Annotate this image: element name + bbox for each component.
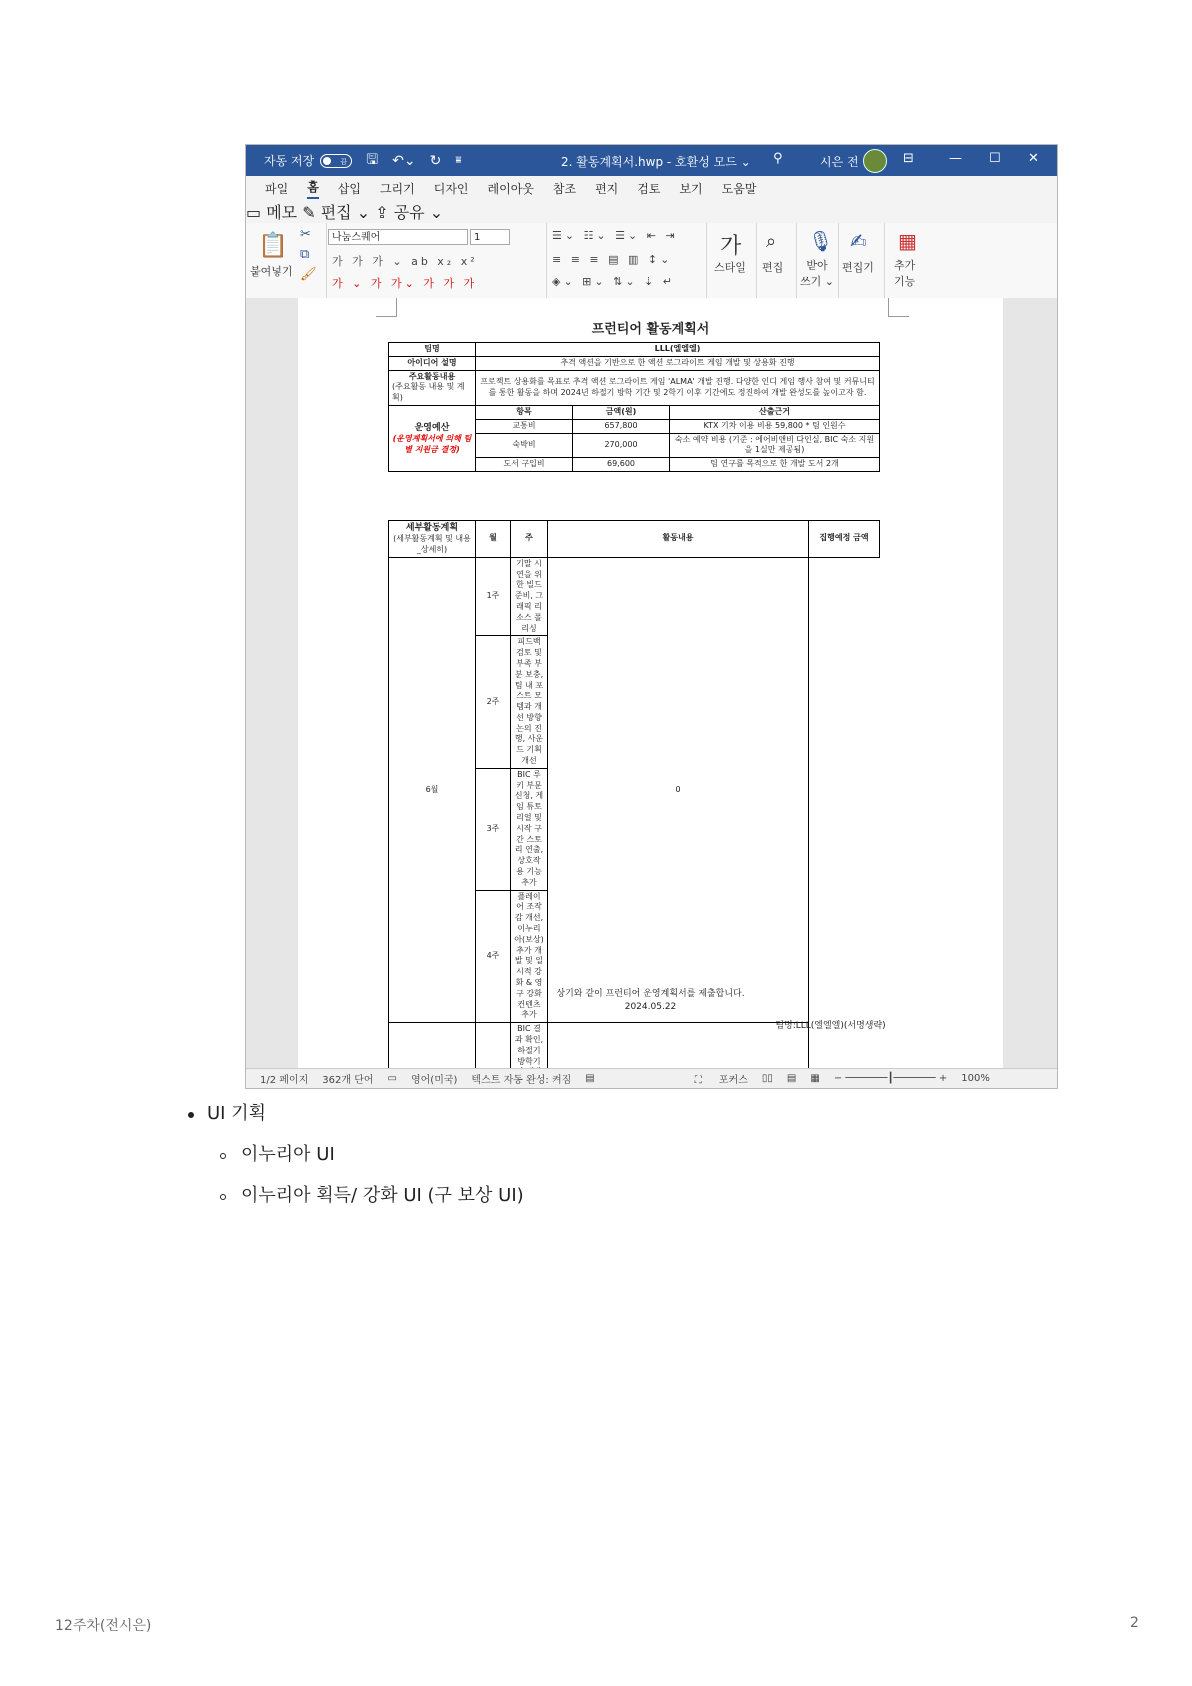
minimize-icon[interactable]: — (949, 151, 962, 166)
team-label: 팀명 (389, 343, 476, 357)
budget-basis: KTX 기차 이용 비용 59,800 * 팀 인원수 (670, 419, 880, 433)
sub-bullet-circle (220, 1194, 226, 1200)
read-mode-icon[interactable]: ▯▯ (761, 1073, 773, 1084)
search-icon[interactable]: ⚲ (773, 151, 783, 166)
shading-row[interactable]: ◈⌄ ⊞⌄ ⇅⌄ ⇣ ↵ (552, 275, 675, 288)
activity-cell: 플레이어 조작감 개선, 이누리아(보상) 추가 개발 및 일시적 강화 & 영구 강화 컨텐츠 추가 (511, 890, 548, 1023)
avatar[interactable] (863, 149, 887, 173)
menu-item[interactable]: 편지 (595, 181, 619, 196)
ribbon-display-icon[interactable]: ⊟ (903, 151, 914, 166)
autosave-toggle[interactable]: 끔 (320, 154, 352, 168)
font-name-select[interactable]: 나눔스퀘어 (328, 229, 468, 245)
autocomplete-status[interactable]: 텍스트 자동 완성: 켜짐 (471, 1075, 572, 1086)
find-icon[interactable]: ⌕ (766, 231, 777, 252)
budget-item: 숙박비 (476, 433, 573, 458)
maximize-icon[interactable]: ☐ (989, 151, 1001, 166)
detail-label: 세부활동계획 (405, 523, 459, 533)
month-cell (389, 1023, 476, 1069)
document-title[interactable]: 2. 활동계획서.hwp - 호환성 모드 ⌄ (561, 155, 751, 169)
word-window-screenshot (245, 144, 1058, 1089)
menu-item[interactable]: 검토 (637, 181, 661, 196)
budget-amount: 270,000 (573, 433, 670, 458)
paste-label[interactable]: 붙여넣기 (250, 265, 293, 278)
print-layout-icon[interactable]: ▤ (786, 1073, 797, 1084)
menu-item[interactable]: 레이아웃 (487, 181, 534, 196)
zoom-slider[interactable]: − ───────┃─────── + (833, 1073, 948, 1084)
addins-label[interactable]: 추가 기능 (894, 259, 916, 288)
main-value: 프로젝트 상용화를 목표로 추격 액션 로그라이트 게임 'ALMA' 개발 진행. 다양한 인디 게임 행사 참여 및 커뮤니티를 통한 활동을 하며 2024년 하절기 방학 기간 및 2학기 이후 기간에도 정진하여 개발 완성도를 높이고자 함. (476, 370, 880, 405)
user-name[interactable]: 시은 전 (820, 155, 859, 169)
budget-amount: 69,600 (573, 458, 670, 472)
autosave-label: 자동 저장 (264, 154, 315, 168)
closing-text: 상기와 같이 프런티어 운영계획서를 제출합니다. (556, 989, 745, 999)
budget-label-cell (389, 405, 476, 471)
proofing-icon[interactable]: ▭ (387, 1073, 397, 1084)
doc-sign: 팀명:LLL(엘엘엘)(서명생략) (775, 1021, 886, 1031)
budget-item: 도서 구입비 (476, 458, 573, 472)
bullet-ui-planning: UI 기획 (207, 1103, 266, 1124)
dictate-label[interactable]: 받아 쓰기 ⌄ (800, 259, 834, 288)
language[interactable]: 영어(미국) (410, 1075, 458, 1086)
main-label-cell (389, 370, 476, 405)
share-button[interactable]: ⇪ 공유 ⌄ (375, 203, 444, 222)
footer-left: 12주차(전시은) (55, 1618, 152, 1634)
save-icon[interactable]: 🖫 (366, 151, 379, 168)
menu-item[interactable]: 그리기 (379, 181, 415, 196)
detail-header: 집행예정 금액 (809, 521, 880, 558)
menu-item[interactable]: 참조 (552, 181, 577, 196)
menu-bar (246, 176, 1057, 200)
find-label[interactable]: 편집 (762, 261, 784, 274)
budget-note: (운영계획서에 의해 팀별 지원금 결정) (392, 433, 472, 454)
focus-button[interactable]: ⛶ 포커스 (694, 1075, 748, 1086)
document-area (246, 298, 1057, 1069)
team-value: LLL(엘엘엘) (476, 343, 880, 357)
edit-mode-button[interactable]: ✎ 편집 ⌄ (302, 203, 371, 222)
page-count[interactable]: 1/2 페이지 (260, 1075, 309, 1086)
accessibility-icon[interactable]: ▤ (585, 1073, 595, 1084)
budget-amount: 657,800 (573, 419, 670, 433)
detail-label-cell (389, 521, 476, 558)
month-cell: 6월 (389, 557, 476, 1022)
menu-item[interactable]: 도움말 (721, 181, 757, 196)
doc-date: 2024.05.22 (624, 1002, 677, 1012)
format-painter-icon[interactable]: 🖌 (300, 267, 317, 282)
idea-label: 아이디어 설명 (389, 356, 476, 370)
budget-header: 금액(원) (573, 405, 670, 419)
zoom-level[interactable]: 100% (961, 1073, 990, 1084)
week-cell: 4주 (476, 890, 511, 1023)
redo-icon[interactable]: ↻ (429, 152, 442, 169)
detail-header: 주 (511, 521, 548, 558)
detail-header: 활동내용 (548, 521, 809, 558)
amount-cell: 0 (548, 557, 809, 1022)
week-cell: 2주 (476, 636, 511, 769)
detail-header: 월 (476, 521, 511, 558)
cut-icon[interactable]: ✂ (300, 227, 311, 242)
customize-icon[interactable]: ⩸ (455, 155, 462, 166)
copy-icon[interactable]: ⧉ (300, 247, 310, 262)
menu-item[interactable]: 디자인 (433, 181, 469, 196)
menu-item[interactable]: 홈 (307, 178, 319, 199)
budget-label: 운영예산 (414, 422, 450, 433)
font-format-row[interactable]: 가 가 가 ⌄ ab x₂ x² (332, 255, 478, 268)
list-row[interactable]: ☰⌄ ☷⌄ ☰⌄ ⇤ ⇥ (552, 229, 678, 242)
dictate-icon[interactable]: 🎙 (808, 229, 834, 253)
doc-title: 프런티어 활동계획서 (591, 322, 710, 337)
close-icon[interactable]: ✕ (1028, 151, 1039, 166)
budget-header: 산출근거 (670, 405, 880, 419)
undo-icon[interactable]: ↶⌄ (392, 152, 416, 169)
main-sub: (주요활동 내용 및 계획) (392, 382, 465, 403)
bullet-dot (188, 1112, 194, 1118)
title-bar (246, 145, 1057, 176)
memo-button[interactable]: ▭ 메모 (246, 203, 298, 222)
margin-corner (888, 298, 909, 317)
paste-icon[interactable]: 📋 (258, 231, 288, 259)
styles-icon[interactable]: 가 (720, 234, 742, 259)
sub-bullet-circle (220, 1153, 226, 1159)
styles-label[interactable]: 스타일 (714, 261, 746, 274)
sub-bullet-inuria-ui: 이누리아 UI (241, 1144, 335, 1165)
menu-item[interactable]: 삽입 (337, 181, 361, 196)
margin-corner (376, 298, 397, 317)
overview-table (388, 342, 880, 472)
detail-sub: (세부활동계획 및 내용_상세히) (393, 534, 471, 554)
activity-cell: 기말 시연을 위한 빌드 준비, 그래픽 리소스 폴리싱 (511, 557, 548, 636)
budget-item: 교통비 (476, 419, 573, 433)
activity-cell: BIC 루키 부문 신청, 게임 튜토리얼 및 시작 구간 스토리 연출, 상호작용 기능 추가 (511, 768, 548, 890)
menu-item[interactable]: 보기 (679, 181, 703, 196)
document-page (298, 298, 1003, 1069)
activity-cell: 피드백 검토 및 부족 부분 보충, 팀 내 포스트 모템과 개선 방향 논의 진행, 사운드 기획 개선 (511, 636, 548, 769)
main-label: 주요활동내용 (408, 371, 456, 381)
autosave[interactable] (264, 152, 352, 169)
budget-basis: 팀 연구를 목적으로 한 개발 도서 2개 (670, 458, 880, 472)
status-bar (246, 1068, 1057, 1088)
budget-basis: 숙소 예약 비용 (기준 : 에어비앤비 다인실, BIC 숙소 지원을 1실만 제공됨) (670, 433, 880, 458)
font-size-select[interactable]: 1 (470, 229, 510, 245)
word-count[interactable]: 362개 단어 (322, 1075, 374, 1086)
week-cell: 3주 (476, 768, 511, 890)
addins-icon[interactable]: ▦ (898, 229, 917, 253)
idea-value: 추격 액션을 기반으로 한 액션 로그라이트 게임 개발 및 상용화 진행 (476, 356, 880, 370)
web-layout-icon[interactable]: ▦ (810, 1073, 820, 1084)
activity-row (389, 557, 880, 636)
week-cell: 1주 (476, 557, 511, 636)
align-row[interactable]: ≡ ≡ ≡ ▤ ▥ ↕⌄ (552, 253, 673, 266)
activity-cell: BIC 결과 확인, 하절기 방학기 (511, 1023, 548, 1069)
budget-header: 항목 (476, 405, 573, 419)
font-color-row[interactable]: 가 ⌄ 가 가⌄ 가 가 가 (332, 277, 478, 290)
editor-icon[interactable]: ✍ (850, 229, 867, 253)
editor-label[interactable]: 편집기 (842, 261, 874, 274)
page-number: 2 (1130, 1615, 1139, 1631)
sub-bullet-inuria-upgrade-ui: 이누리아 획득/ 강화 UI (구 보상 UI) (241, 1185, 524, 1206)
menu-item[interactable]: 파일 (265, 181, 289, 196)
